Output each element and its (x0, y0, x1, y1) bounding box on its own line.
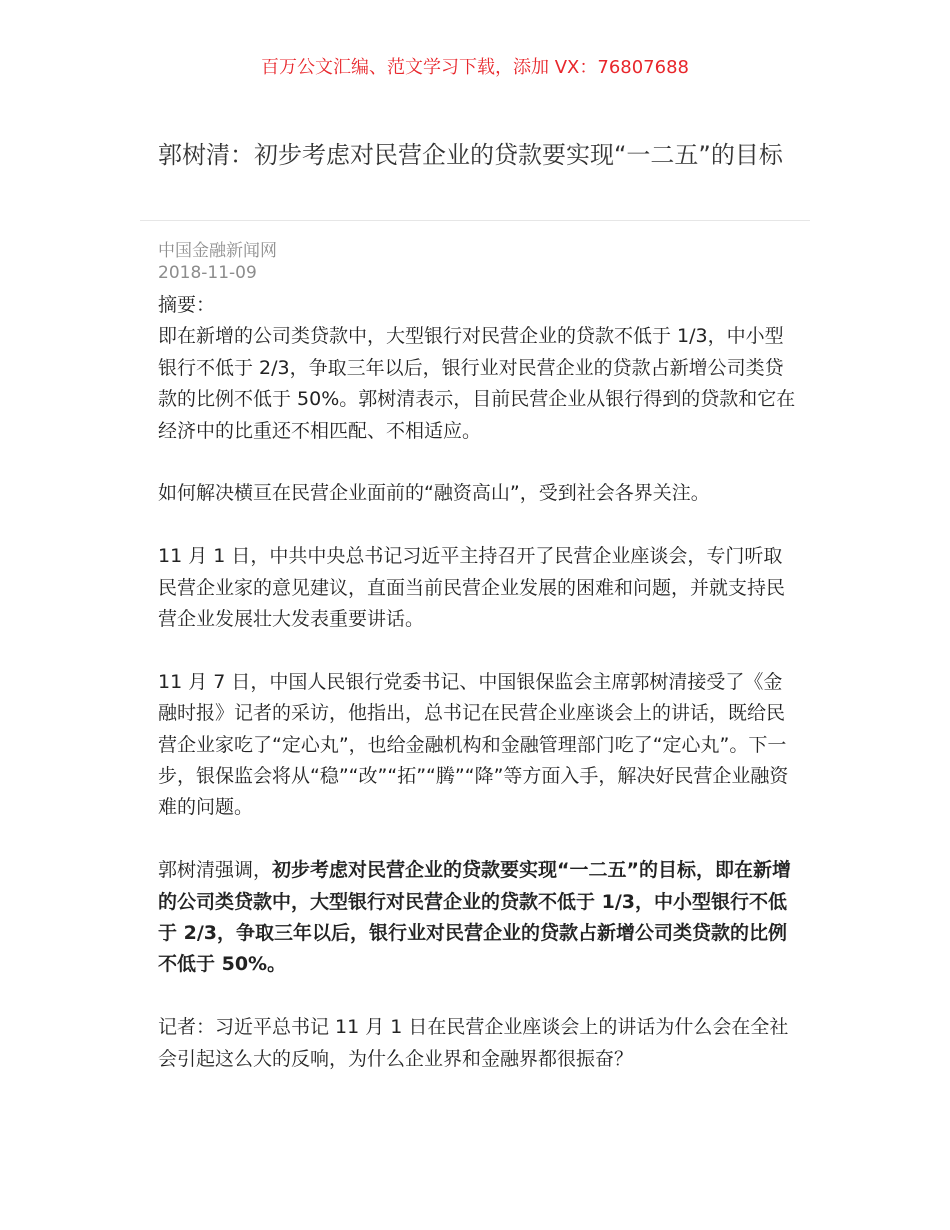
paragraph-3: 11 月 7 日，中国人民银行党委书记、中国银保监会主席郭树清接受了《金融时报》记者的采访，他指出，总书记在民营企业座谈会上的讲话，既给民营企业家吃了“定心丸”，也给金融机构和金融管理部门吃了“定心丸”。下一步，银保监会将从“稳”“改”“拓”“腾”“降”等方面入手，解决好民营企业融资难的问题。 (158, 670, 789, 819)
summary-label: 摘要： (158, 294, 216, 316)
paragraph-4-lead: 郭树清强调， (158, 859, 273, 882)
article-body (158, 290, 798, 1075)
paragraph-2: 11 月 1 日，中共中央总书记习近平主持召开了民营企业座谈会，专门听取民营企业家的意见建议，直面当前民营企业发展的困难和问题，并就支持民营企业发展壮大发表重要讲话。 (158, 545, 786, 631)
paragraph-4-emphasis: 初步考虑对民营企业的贷款要实现“一二五”的目标，即在新增的公司类贷款中，大型银行对民营企业的贷款不低于 1/3，中小型银行不低于 2/3，争取三年以后，银行业对民营企业的贷款占新增公司类贷款的比例不低于 50%。 (158, 859, 791, 976)
article-date: 2018-11-09 (158, 263, 257, 283)
promo-banner: 百万公文汇编、范文学习下载，添加 VX：76807688 (261, 57, 689, 78)
summary-paragraph: 即在新增的公司类贷款中，大型银行对民营企业的贷款不低于 1/3，中小型银行不低于 2/3，争取三年以后，银行业对民营企业的贷款占新增公司类贷款的比例不低于 50%。郭树清表示，目前民营企业从银行得到的贷款和它在经济中的比重还不相匹配、不相适应。 (158, 325, 796, 442)
paragraph-1: 如何解决横亘在民营企业面前的“融资高山”，受到社会各界关注。 (158, 482, 710, 505)
article-source: 中国金融新闻网 (158, 241, 277, 261)
paragraph-4 (158, 855, 798, 981)
title-divider (140, 220, 810, 221)
paragraph-5: 记者：习近平总书记 11 月 1 日在民营企业座谈会上的讲话为什么会在全社会引起这么大的反响，为什么企业界和金融界都很振奋？ (158, 1016, 789, 1070)
article-title: 郭树清：初步考虑对民营企业的贷款要实现“一二五”的目标 (158, 141, 783, 169)
